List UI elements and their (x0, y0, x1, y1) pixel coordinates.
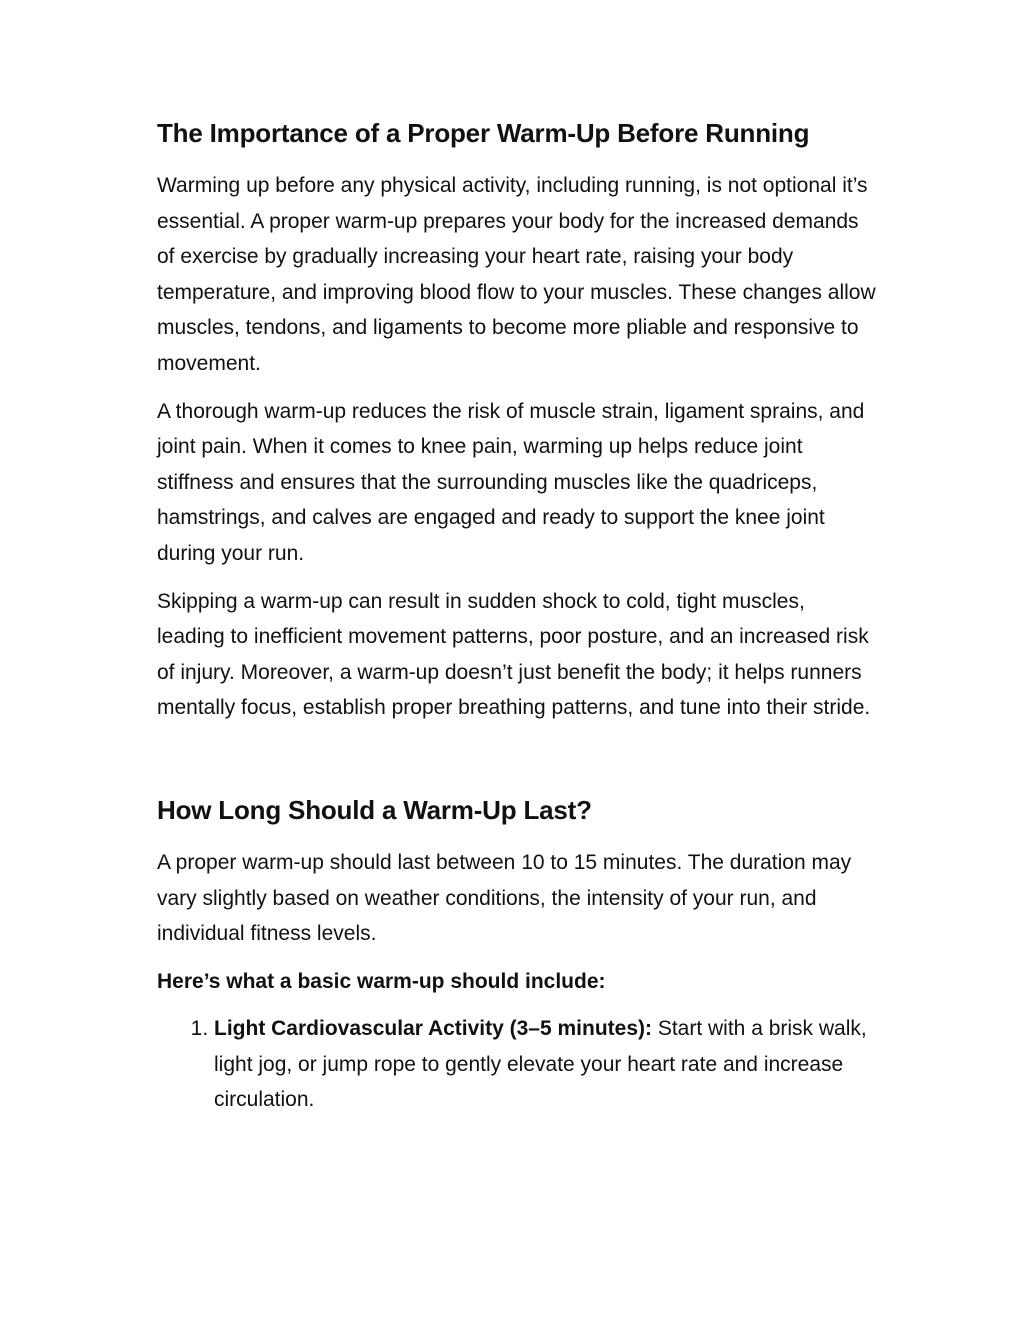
paragraph-injury-risk: A thorough warm-up reduces the risk of muscle strain, ligament sprains, and joint pain. When it comes to knee pain, warming up helps reduce joint stiffness and ensures that the surrounding muscles like the quadriceps, hamstrings, and calves are engaged and ready to support the knee joint during your run. (157, 399, 865, 565)
section-heading-warmup-importance: The Importance of a Proper Warm-Up Before Running (157, 118, 810, 148)
section-heading-warmup-duration: How Long Should a Warm-Up Last? (157, 794, 592, 825)
list-item-title: Light Cardiovascular Activity (3–5 minutes): (214, 1017, 652, 1041)
paragraph-skipping-warmup: Skipping a warm-up can result in sudden shock to cold, tight muscles, leading to inefficient movement patterns, poor posture, and an increased risk of injury. Moreover, a warm-up doesn’t just benefit the body; it helps runners mentally focus, establish proper breathing patterns, and tune into their stride. (157, 589, 871, 720)
list-intro: Here’s what a basic warm-up should include: (157, 969, 606, 993)
list-item-text: Start with a brisk walk, light jog, or jump rope to gently elevate your heart rate and increase circulation. (214, 1017, 867, 1112)
warmup-steps-list (157, 1011, 877, 1118)
list-item (214, 1011, 877, 1118)
paragraph-duration: A proper warm-up should last between 10 to 15 minutes. The duration may vary slightly based on weather conditions, the intensity of your run, and individual fitness levels. (157, 850, 852, 946)
document-page (157, 114, 877, 1118)
paragraph-warmup-benefits: Warming up before any physical activity, including running, is not optional it’s essential. A proper warm-up prepares your body for the increased demands of exercise by gradually increasing your heart rate, raising your body temperature, and improving blood flow to your muscles. These changes allow muscles, tendons, and ligaments to become more pliable and responsive to movement. (157, 174, 876, 375)
